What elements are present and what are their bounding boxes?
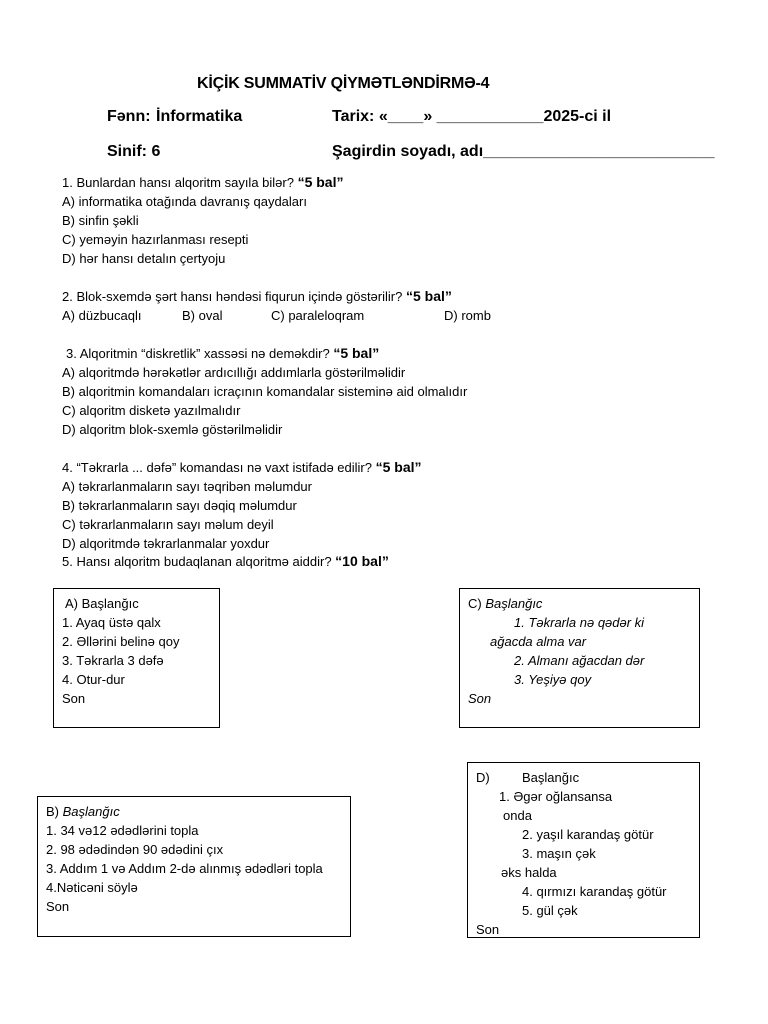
box-b-line-2: 2. 98 ədədindən 90 ədədini çıx	[46, 842, 224, 857]
box-b-line-5: Son	[46, 899, 70, 914]
box-b-line-3: 3. Addım 1 və Addım 2-də alınmış ədədləri topla	[46, 861, 323, 876]
box-c-line-3: 2. Almanı ağacdan dər	[514, 653, 645, 668]
student-name-field[interactable]: Şagirdin soyadı, adı__________________________	[332, 143, 715, 160]
q4-option-c: C) təkrarlanmaların sayı məlum deyil	[62, 517, 274, 532]
box-b-line-1: 1. 34 və12 ədədlərini topla	[46, 823, 199, 838]
box-a-line-4: 3. Təkrarla 3 dəfə	[62, 653, 164, 668]
q3-option-b: B) alqoritmin komandaları icraçının komandalar sisteminə aid olmalıdır	[62, 384, 468, 399]
algorithm-box-c	[459, 588, 700, 728]
q3-option-d: D) alqoritm blok-sxemlə göstərilməlidir	[62, 422, 283, 437]
q4-option-b: B) təkrarlanmaların sayı dəqiq məlumdur	[62, 498, 297, 513]
question-1-points: “5 bal”	[297, 174, 344, 190]
q1-option-b: B) sinfin şəkli	[62, 213, 139, 228]
q4-option-a: A) təkrarlanmaların sayı təqribən məlumdur	[62, 479, 312, 494]
question-5-text: 5. Hansı alqoritm budaqlanan alqoritmə aiddir?	[62, 554, 336, 569]
q2-option-a: A) düzbucaqlı	[62, 308, 142, 323]
subject-value: İnformatika	[156, 108, 243, 125]
box-d-line-1: 1. Əgər oğlansansa	[499, 789, 613, 804]
question-3-text: 3. Alqoritmin “diskretlik” xassəsi nə deməkdir?	[66, 346, 334, 361]
box-b-start: Başlanğıc	[62, 804, 120, 819]
algorithm-box-b	[37, 796, 351, 937]
subject-label: Fənn:	[107, 108, 151, 125]
box-c-start: Başlanğıc	[485, 596, 543, 611]
class-label: Sinif: 6	[107, 143, 161, 160]
question-4-text: 4. “Təkrarla ... dəfə” komandası nə vaxt istifadə edilir?	[62, 460, 376, 475]
date-field[interactable]: Tarix: «____» ____________2025-ci il	[332, 108, 612, 125]
box-c-line-4: 3. Yeşiyə qoy	[514, 672, 592, 687]
box-d-line-2: onda	[503, 808, 532, 823]
question-2	[62, 287, 452, 306]
box-a-line-2: 1. Ayaq üstə qalx	[62, 615, 161, 630]
q1-option-a: A) informatika otağında davranış qaydaları	[62, 194, 307, 209]
box-a-line-1: A) Başlanğıc	[65, 596, 139, 611]
box-a-line-6: Son	[62, 691, 86, 706]
question-2-text: 2. Blok-sxemdə şərt hansı həndəsi fiqurun içində göstərilir?	[62, 289, 406, 304]
box-c-line-5: Son	[468, 691, 492, 706]
q3-option-c: C) alqoritm disketə yazılmalıdır	[62, 403, 241, 418]
q2-option-d: D) romb	[444, 308, 491, 323]
box-a-line-5: 4. Otur-dur	[62, 672, 125, 687]
question-2-points: “5 bal”	[405, 288, 452, 304]
box-d-prefix: D)	[476, 770, 490, 785]
question-4-points: “5 bal”	[375, 459, 422, 475]
box-c-line-2: ağacda alma var	[490, 634, 587, 649]
q2-option-b: B) oval	[182, 308, 223, 323]
question-1-text: 1. Bunlardan hansı alqoritm sayıla bilər?	[62, 175, 298, 190]
box-d-line-7: 5. gül çək	[522, 903, 578, 918]
algorithm-box-a	[53, 588, 220, 728]
box-b-line-4: 4.Nəticəni söylə	[46, 880, 138, 895]
question-1	[62, 173, 343, 192]
box-c-line-1: 1. Təkrarla nə qədər ki	[514, 615, 645, 630]
q1-option-d: D) hər hansı detalın çertyoju	[62, 251, 226, 266]
q1-option-c: C) yeməyin hazırlanması resepti	[62, 232, 249, 247]
q3-option-a: A) alqoritmdə hərəkətlər ardıcıllığı addımlarla göstərilməlidir	[62, 365, 406, 380]
question-3-points: “5 bal”	[333, 345, 380, 361]
question-4	[62, 458, 422, 477]
box-b-prefix: B)	[46, 804, 63, 819]
question-5	[62, 552, 389, 571]
box-c-prefix: C)	[468, 596, 486, 611]
question-5-points: “10 bal”	[335, 553, 389, 569]
box-d-line-3: 2. yaşıl karandaş götür	[522, 827, 654, 842]
box-a-line-3: 2. Əllərini belinə qoy	[62, 634, 180, 649]
question-3	[66, 344, 379, 363]
box-b-line-start	[46, 802, 120, 821]
page-title: KİÇİK SUMMATİV QİYMƏTLƏNDİRMƏ-4	[197, 75, 490, 92]
box-d-line-6: 4. qırmızı karandaş götür	[522, 884, 667, 899]
q4-option-d: D) alqoritmdə təkrarlanmalar yoxdur	[62, 536, 270, 551]
box-d-line-8: Son	[476, 922, 500, 937]
algorithm-box-d	[467, 762, 700, 938]
box-d-line-5: əks halda	[501, 865, 557, 880]
q2-option-c: C) paraleloqram	[271, 308, 365, 323]
box-c-line-start	[468, 594, 542, 613]
box-d-start: Başlanğıc	[522, 770, 580, 785]
box-d-line-4: 3. maşın çək	[522, 846, 596, 861]
